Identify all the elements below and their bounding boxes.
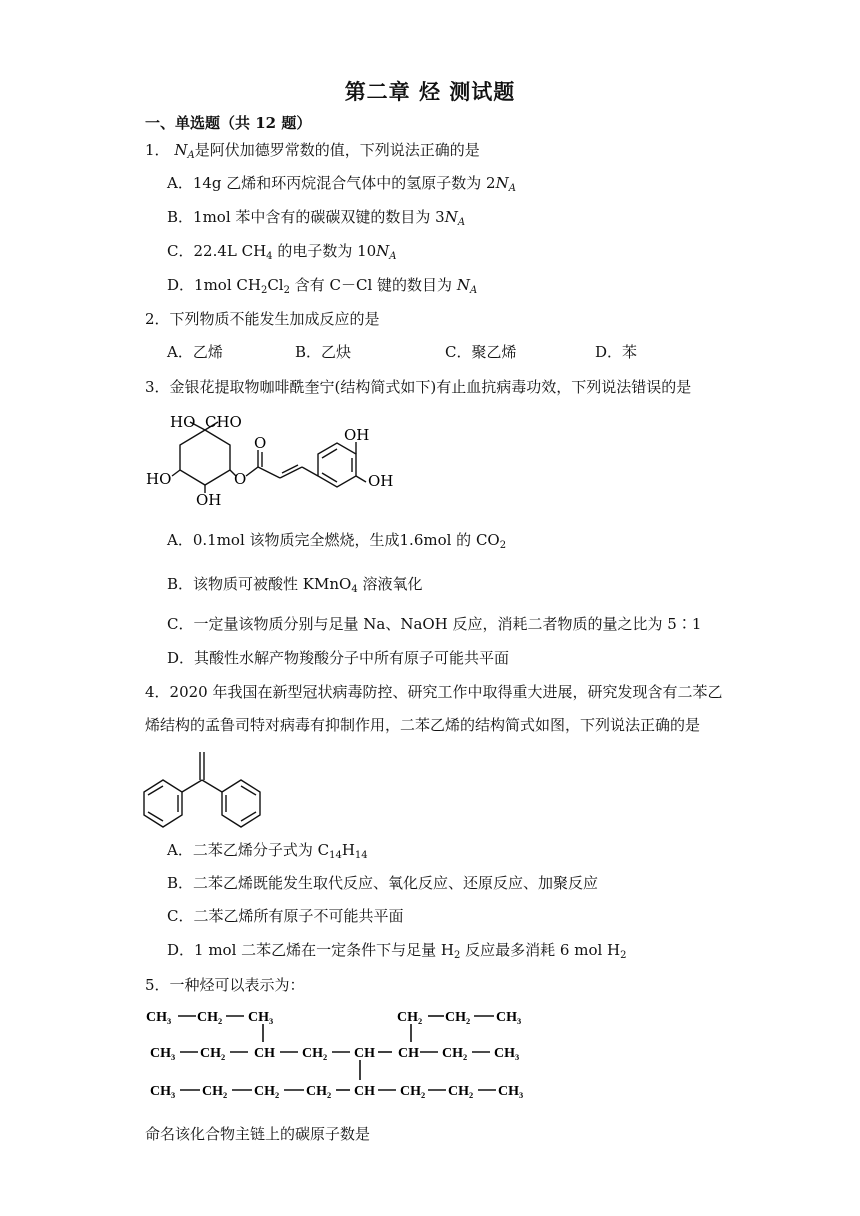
r1-ch3-b: CH₃ (248, 1010, 274, 1025)
question-4-option-b: B．二苯乙烯既能发生取代反应、氧化反应、还原反应、加聚反应 (167, 874, 599, 892)
r3-c8: CH₃ (498, 1084, 524, 1099)
r2-c5: CH (354, 1046, 375, 1061)
page-title: 第二章 烃 测试题 (344, 79, 516, 104)
question-5-stem: 5．一种烃可以表示为： (145, 976, 305, 994)
r1-ch3-a: CH₃ (146, 1010, 172, 1025)
question-4-option-c: C．二苯乙烯所有原子不可能共平面 (167, 907, 404, 925)
r2-c8: CH₃ (494, 1046, 520, 1061)
oh-label-3: OH (368, 472, 394, 490)
ester-o-label: O (234, 470, 247, 488)
ho-label-2: HO (146, 470, 172, 488)
question-2-option-d: D．苯 (595, 343, 638, 361)
question-3-option-a: A．0.1mol 该物质完全燃烧，生成1.6mol 的 $CO_2$ (167, 531, 507, 551)
question-5-tail: 命名该化合物主链上的碳原子数是 (145, 1125, 371, 1143)
r2-c1: CH₃ (150, 1046, 176, 1061)
question-4-stem-line-1: 4．2020 年我国在新型冠状病毒防控、研究工作中取得重大进展，研究发现含有二苯乙 (145, 683, 723, 701)
question-2-option-c: C．聚乙烯 (445, 343, 517, 361)
r2-c4: CH₂ (302, 1046, 328, 1061)
question-1-option-c: C．22.4L $CH_4$ 的电子数为 $10N_A$ (167, 242, 397, 262)
question-1-option-b: B．1mol 苯中含有的碳碳双键的数目为 $3N_A$ (167, 208, 466, 228)
question-2-stem: 2．下列物质不能发生加成反应的是 (145, 310, 380, 328)
r2-c6: CH (398, 1046, 419, 1061)
r2-c7: CH₂ (442, 1046, 468, 1061)
section-heading: 一、单选题（共 12 题） (145, 114, 312, 132)
question-1-option-a: A．14g 乙烯和环丙烷混合气体中的氢原子数为 $2N_A$ (167, 174, 516, 194)
r1-ch3-c: CH₃ (496, 1010, 522, 1025)
r3-c6: CH₂ (400, 1084, 426, 1099)
r3-c3: CH₂ (254, 1084, 280, 1099)
r2-c2: CH₂ (200, 1046, 226, 1061)
r1-ch2-b: CH₂ (397, 1010, 423, 1025)
question-4-stem-line-2: 烯结构的孟鲁司特对病毒有抑制作用，二苯乙烯的结构简式如图，下列说法正确的是 (145, 716, 701, 734)
question-4-option-d: D．1 mol 二苯乙烯在一定条件下与足量 $H_2$ 反应最多消耗 6 mol $H_2$ (167, 941, 627, 961)
r3-c5: CH (354, 1084, 375, 1099)
r3-c7: CH₂ (448, 1084, 474, 1099)
question-2-option-a: A．乙烯 (167, 343, 223, 361)
r1-ch2-c: CH₂ (445, 1010, 471, 1025)
question-3-stem: 3．金银花提取物咖啡酰奎宁(结构简式如下)有止血抗病毒功效，下列说法错误的是 (145, 378, 692, 396)
question-1-stem: 1． $N_A$是阿伏加德罗常数的值，下列说法正确的是 (145, 141, 480, 161)
question-1-option-d: D．1mol $CH_2Cl_2$ 含有 C－Cl 键的数目为 $N_A$ (167, 276, 478, 296)
r3-c4: CH₂ (306, 1084, 332, 1099)
r3-c1: CH₃ (150, 1084, 176, 1099)
question-3-option-b: B．该物质可被酸性 KMnO$_4$ 溶液氧化 (167, 575, 423, 595)
cho-label: CHO (205, 413, 242, 431)
question-3-option-c: C．一定量该物质分别与足量 Na、NaOH 反应，消耗二者物质的量之比为 5∶1 (167, 615, 702, 633)
r2-c3: CH (254, 1046, 275, 1061)
r1-ch2-a: CH₂ (197, 1010, 223, 1025)
r3-c2: CH₂ (202, 1084, 228, 1099)
oh-label-2: OH (344, 426, 370, 444)
oh-label-1: OH (196, 491, 222, 509)
carbonyl-o-label: O (254, 434, 267, 452)
question-2-option-b: B．乙炔 (295, 343, 352, 361)
question-3-option-d: D．其酸性水解产物羧酸分子中所有原子可能共平面 (167, 649, 510, 667)
ho-label-1: HO (170, 413, 196, 431)
question-4-option-a: A．二苯乙烯分子式为 $C_{14}H_{14}$ (167, 841, 368, 861)
